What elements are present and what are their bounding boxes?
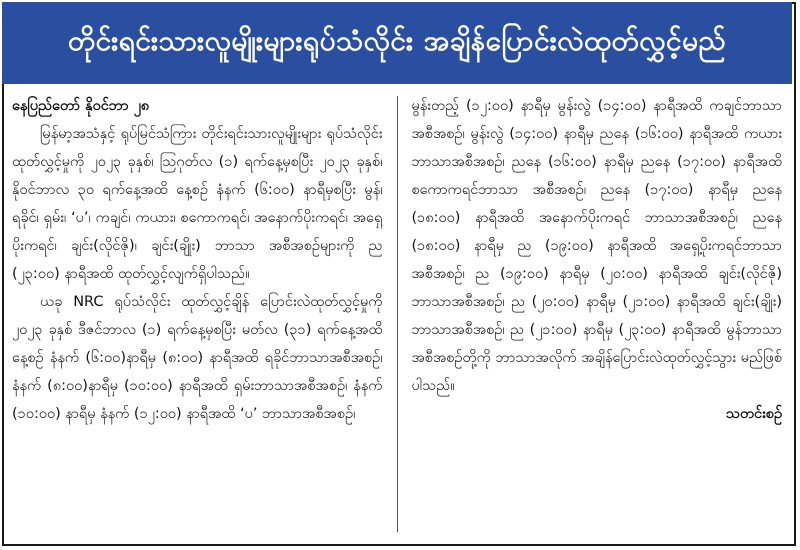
- column-divider: [397, 96, 398, 532]
- paragraph: ယခု NRC ရုပ်သံလိုင်း ထုတ်လွှင့်ချိန် ပြောင်းလဲထုတ်လွှင့်မှုကို ၂၀၂၃ ခုနှစ် ဒီဇင်ဘာလ (၁) ရက်နေ့မှစပြီး မတ်လ (၃၁) ရက်နေ့အထိ နေ့စဉ် နံနက် (၆:၀၀)နာရီမှ (၈:၀၀) နာရီအထိ ရခိုင်ဘာသာအစီအစဉ်၊ နံနက် (၈:၀၀)နာရီမှ (၁၀:၀၀) နာရီအထိ ရှမ်းဘာသာအစီအစဉ်၊ နံနက် (၁၀:၀၀) နာရီမှ နံနက် (၁၂:၀၀) နာရီအထိ ‘ပ’ ဘာသာအစီအစဉ်၊: [12, 294, 383, 422]
- dateline: နေပြည်တော် နိုဝင်ဘာ ၂၈: [12, 98, 150, 114]
- paragraph: မြန်မာ့အသံနှင့် ရုပ်မြင်သံကြား တိုင်းရင်းသားလူမျိုးများ ရုပ်သံလိုင်း ထုတ်လွှင့်မှုကို ၂၀၂၃ ခုနှစ်၊ ဩဂုတ်လ (၁) ရက်နေ့မှစပြီး ၂၀၂၃ ခုနှစ်၊ နိုဝင်ဘာလ ၃၀ ရက်နေ့အထိ နေ့စဉ် နံနက် (၆:၀၀) နာရီမှစပြီး မွန်၊ ရခိုင်၊ ရှမ်း၊ ‘ပ’၊ ကချင်၊ ကယား၊ စကောကရင်၊ အနောက်ပိုးကရင်၊ အရှေ့ပိုးကရင်၊ ချင်း(လိုင်ဇို)၊ ချင်း(ချိုး) ဘာသာ အစီအစဉ်များကို ည (၂၃:၀၀) နာရီအထိ ထုတ်လွှင့်လျက်ရှိပါသည်။: [12, 126, 383, 282]
- headline-banner: [2, 2, 792, 84]
- right-column: [412, 92, 783, 536]
- left-column: [12, 92, 383, 536]
- paragraph: မွန်းတည့် (၁၂:၀၀) နာရီမှ မွန်းလွဲ (၁၄:၀၀) နာရီအထိ ကချင်ဘာသာ အစီအစဉ်၊ မွန်းလွဲ (၁၄:၀၀) နာရီမှ ညနေ (၁၆:၀၀) နာရီအထိ ကယားဘာသာအစီအစဉ်၊ ညနေ (၁၆:၀၀) နာရီမှ ညနေ (၁၇:၀၀) နာရီအထိ စကောကရင်ဘာသာ အစီအစဉ်၊ ညနေ (၁၇:၀၀) နာရီမှ ညနေ (၁၈:၀၀) နာရီအထိ အနောက်ပိုးကရင် ဘာသာအစီအစဉ်၊ ညနေ (၁၈:၀၀) နာရီမှ ည (၁၉:၀၀) နာရီအထိ အရှေ့ပိုးကရင်ဘာသာ အစီအစဉ်၊ ည (၁၉:၀၀) နာရီမှ (၂၀:၀၀) နာရီအထိ ချင်း(လိုင်ဇို) ဘာသာအစီအစဉ်၊ ည (၂၀:၀၀) နာရီမှ (၂၁:၀၀) နာရီအထိ ချင်း(ချိုး) ဘာသာအစီအစဉ်၊ ည (၂၁:၀၀) နာရီမှ (၂၃:၀၀) နာရီအထိ မွန်ဘာသာ အစီအစဉ်တို့ကို ဘာသာအလိုက် အချိန်ပြောင်းလဲထုတ်လွှင့်သွား မည်ဖြစ်ပါသည်။: [411, 98, 782, 394]
- headline: တိုင်းရင်းသားလူမျိုးများရုပ်သံလိုင်း အချိန်ပြောင်းလဲထုတ်လွှင့်မည်: [67, 24, 727, 57]
- signature: သတင်းစဉ်: [725, 406, 782, 422]
- article-body: [12, 92, 782, 536]
